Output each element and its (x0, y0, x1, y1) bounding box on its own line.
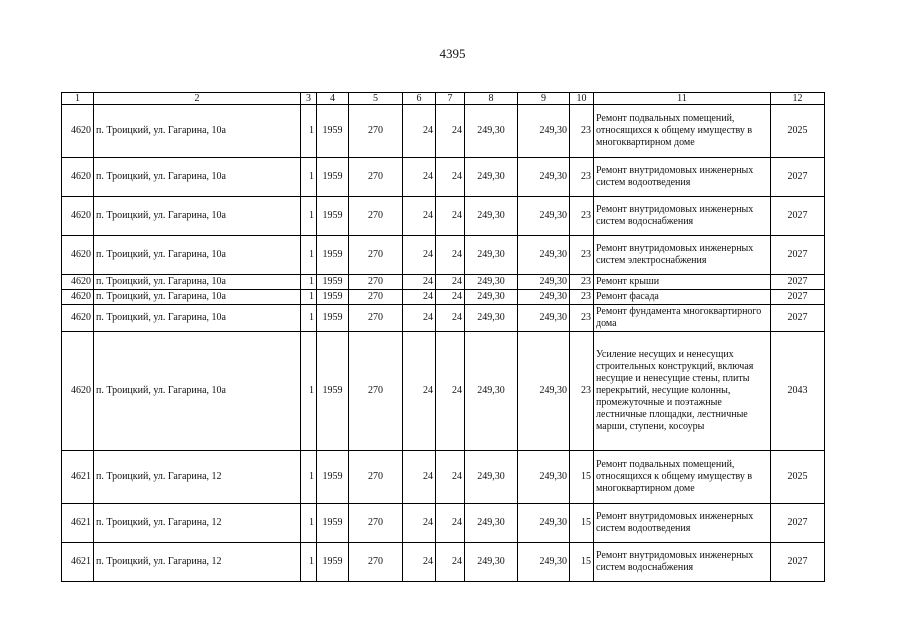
year-cell: 1959 (317, 332, 349, 451)
planned-year-cell: 2025 (771, 451, 825, 504)
house-id-cell: 4620 (62, 332, 94, 451)
count-cell: 1 (301, 504, 317, 543)
col7-cell: 24 (436, 543, 465, 582)
col7-cell: 24 (436, 290, 465, 305)
col6-cell: 24 (403, 105, 436, 158)
area-cell: 249,30 (465, 305, 518, 332)
work-type-cell: Ремонт подвальных помещений, относящихся к общему имуществу в многоквартирном доме (594, 451, 771, 504)
living-area-cell: 249,30 (518, 451, 570, 504)
area-cell: 249,30 (465, 158, 518, 197)
living-area-cell: 249,30 (518, 197, 570, 236)
table-row (62, 197, 825, 236)
column-header: 6 (403, 93, 436, 105)
col7-cell: 24 (436, 332, 465, 451)
area-cell: 249,30 (465, 275, 518, 290)
year-cell: 1959 (317, 158, 349, 197)
address-cell: п. Троицкий, ул. Гагарина, 10а (94, 332, 301, 451)
col5-cell: 270 (349, 332, 403, 451)
table-row (62, 158, 825, 197)
planned-year-cell: 2043 (771, 332, 825, 451)
col7-cell: 24 (436, 451, 465, 504)
col7-cell: 24 (436, 158, 465, 197)
count-cell: 1 (301, 290, 317, 305)
col5-cell: 270 (349, 275, 403, 290)
house-id-cell: 4620 (62, 290, 94, 305)
col5-cell: 270 (349, 105, 403, 158)
col10-cell: 23 (570, 332, 594, 451)
col5-cell: 270 (349, 504, 403, 543)
work-type-cell: Ремонт внутридомовых инженерных систем водоотведения (594, 504, 771, 543)
col6-cell: 24 (403, 236, 436, 275)
work-type-cell: Ремонт внутридомовых инженерных систем водоснабжения (594, 197, 771, 236)
address-cell: п. Троицкий, ул. Гагарина, 10а (94, 197, 301, 236)
work-type-cell: Ремонт фасада (594, 290, 771, 305)
count-cell: 1 (301, 158, 317, 197)
address-cell: п. Троицкий, ул. Гагарина, 10а (94, 275, 301, 290)
col7-cell: 24 (436, 197, 465, 236)
area-cell: 249,30 (465, 236, 518, 275)
col7-cell: 24 (436, 275, 465, 290)
year-cell: 1959 (317, 236, 349, 275)
living-area-cell: 249,30 (518, 275, 570, 290)
column-header: 5 (349, 93, 403, 105)
count-cell: 1 (301, 305, 317, 332)
col6-cell: 24 (403, 290, 436, 305)
work-type-cell: Ремонт крыши (594, 275, 771, 290)
planned-year-cell: 2027 (771, 504, 825, 543)
year-cell: 1959 (317, 451, 349, 504)
count-cell: 1 (301, 543, 317, 582)
col6-cell: 24 (403, 451, 436, 504)
col6-cell: 24 (403, 543, 436, 582)
living-area-cell: 249,30 (518, 290, 570, 305)
col5-cell: 270 (349, 305, 403, 332)
column-header: 11 (594, 93, 771, 105)
column-header: 1 (62, 93, 94, 105)
col5-cell: 270 (349, 451, 403, 504)
count-cell: 1 (301, 451, 317, 504)
col10-cell: 15 (570, 504, 594, 543)
col7-cell: 24 (436, 504, 465, 543)
house-id-cell: 4620 (62, 305, 94, 332)
living-area-cell: 249,30 (518, 105, 570, 158)
col6-cell: 24 (403, 332, 436, 451)
house-id-cell: 4620 (62, 197, 94, 236)
table-row (62, 275, 825, 290)
planned-year-cell: 2027 (771, 236, 825, 275)
living-area-cell: 249,30 (518, 543, 570, 582)
count-cell: 1 (301, 236, 317, 275)
table-row (62, 332, 825, 451)
col6-cell: 24 (403, 305, 436, 332)
table-row (62, 451, 825, 504)
col10-cell: 23 (570, 290, 594, 305)
area-cell: 249,30 (465, 290, 518, 305)
col6-cell: 24 (403, 158, 436, 197)
col5-cell: 270 (349, 543, 403, 582)
living-area-cell: 249,30 (518, 504, 570, 543)
col10-cell: 23 (570, 158, 594, 197)
address-cell: п. Троицкий, ул. Гагарина, 12 (94, 543, 301, 582)
house-id-cell: 4620 (62, 275, 94, 290)
planned-year-cell: 2027 (771, 290, 825, 305)
living-area-cell: 249,30 (518, 332, 570, 451)
col10-cell: 23 (570, 197, 594, 236)
table-row (62, 290, 825, 305)
count-cell: 1 (301, 197, 317, 236)
work-type-cell: Ремонт фундамента многоквартирного дома (594, 305, 771, 332)
work-type-cell: Усиление несущих и ненесущих строительных конструкций, включая несущие и ненесущие стены, плиты перекрытий, несущие колонны, промежуточные и поэтажные лестничные площадки, лестничные марши, ступени, косоуры (594, 332, 771, 451)
col10-cell: 15 (570, 543, 594, 582)
col5-cell: 270 (349, 158, 403, 197)
year-cell: 1959 (317, 305, 349, 332)
column-header: 9 (518, 93, 570, 105)
address-cell: п. Троицкий, ул. Гагарина, 10а (94, 105, 301, 158)
living-area-cell: 249,30 (518, 158, 570, 197)
address-cell: п. Троицкий, ул. Гагарина, 10а (94, 158, 301, 197)
col5-cell: 270 (349, 236, 403, 275)
table-row (62, 305, 825, 332)
area-cell: 249,30 (465, 543, 518, 582)
planned-year-cell: 2027 (771, 275, 825, 290)
table-row (62, 105, 825, 158)
house-id-cell: 4620 (62, 105, 94, 158)
house-id-cell: 4621 (62, 543, 94, 582)
column-header: 3 (301, 93, 317, 105)
area-cell: 249,30 (465, 451, 518, 504)
col5-cell: 270 (349, 290, 403, 305)
col10-cell: 23 (570, 236, 594, 275)
area-cell: 249,30 (465, 105, 518, 158)
area-cell: 249,30 (465, 504, 518, 543)
count-cell: 1 (301, 332, 317, 451)
work-type-cell: Ремонт внутридомовых инженерных систем водоотведения (594, 158, 771, 197)
column-header: 12 (771, 93, 825, 105)
column-header: 8 (465, 93, 518, 105)
page-number: 4395 (439, 46, 466, 61)
living-area-cell: 249,30 (518, 305, 570, 332)
house-id-cell: 4621 (62, 504, 94, 543)
table-row (62, 236, 825, 275)
header-row (62, 93, 825, 105)
planned-year-cell: 2027 (771, 197, 825, 236)
column-header: 10 (570, 93, 594, 105)
col7-cell: 24 (436, 305, 465, 332)
count-cell: 1 (301, 275, 317, 290)
house-id-cell: 4621 (62, 451, 94, 504)
table-row (62, 504, 825, 543)
column-header: 7 (436, 93, 465, 105)
col5-cell: 270 (349, 197, 403, 236)
year-cell: 1959 (317, 543, 349, 582)
col6-cell: 24 (403, 504, 436, 543)
col7-cell: 24 (436, 105, 465, 158)
area-cell: 249,30 (465, 332, 518, 451)
work-type-cell: Ремонт внутридомовых инженерных систем водоснабжения (594, 543, 771, 582)
planned-year-cell: 2027 (771, 305, 825, 332)
col10-cell: 23 (570, 275, 594, 290)
address-cell: п. Троицкий, ул. Гагарина, 12 (94, 504, 301, 543)
area-cell: 249,30 (465, 197, 518, 236)
work-type-cell: Ремонт внутридомовых инженерных систем электроснабжения (594, 236, 771, 275)
repair-schedule-table (61, 92, 825, 582)
year-cell: 1959 (317, 105, 349, 158)
house-id-cell: 4620 (62, 158, 94, 197)
table-row (62, 543, 825, 582)
col6-cell: 24 (403, 275, 436, 290)
year-cell: 1959 (317, 275, 349, 290)
address-cell: п. Троицкий, ул. Гагарина, 10а (94, 290, 301, 305)
year-cell: 1959 (317, 504, 349, 543)
col6-cell: 24 (403, 197, 436, 236)
address-cell: п. Троицкий, ул. Гагарина, 12 (94, 451, 301, 504)
house-id-cell: 4620 (62, 236, 94, 275)
col7-cell: 24 (436, 236, 465, 275)
count-cell: 1 (301, 105, 317, 158)
year-cell: 1959 (317, 290, 349, 305)
living-area-cell: 249,30 (518, 236, 570, 275)
col10-cell: 23 (570, 105, 594, 158)
address-cell: п. Троицкий, ул. Гагарина, 10а (94, 236, 301, 275)
column-header: 4 (317, 93, 349, 105)
col10-cell: 23 (570, 305, 594, 332)
col10-cell: 15 (570, 451, 594, 504)
planned-year-cell: 2027 (771, 543, 825, 582)
work-type-cell: Ремонт подвальных помещений, относящихся к общему имуществу в многоквартирном доме (594, 105, 771, 158)
planned-year-cell: 2027 (771, 158, 825, 197)
year-cell: 1959 (317, 197, 349, 236)
planned-year-cell: 2025 (771, 105, 825, 158)
column-header: 2 (94, 93, 301, 105)
address-cell: п. Троицкий, ул. Гагарина, 10а (94, 305, 301, 332)
